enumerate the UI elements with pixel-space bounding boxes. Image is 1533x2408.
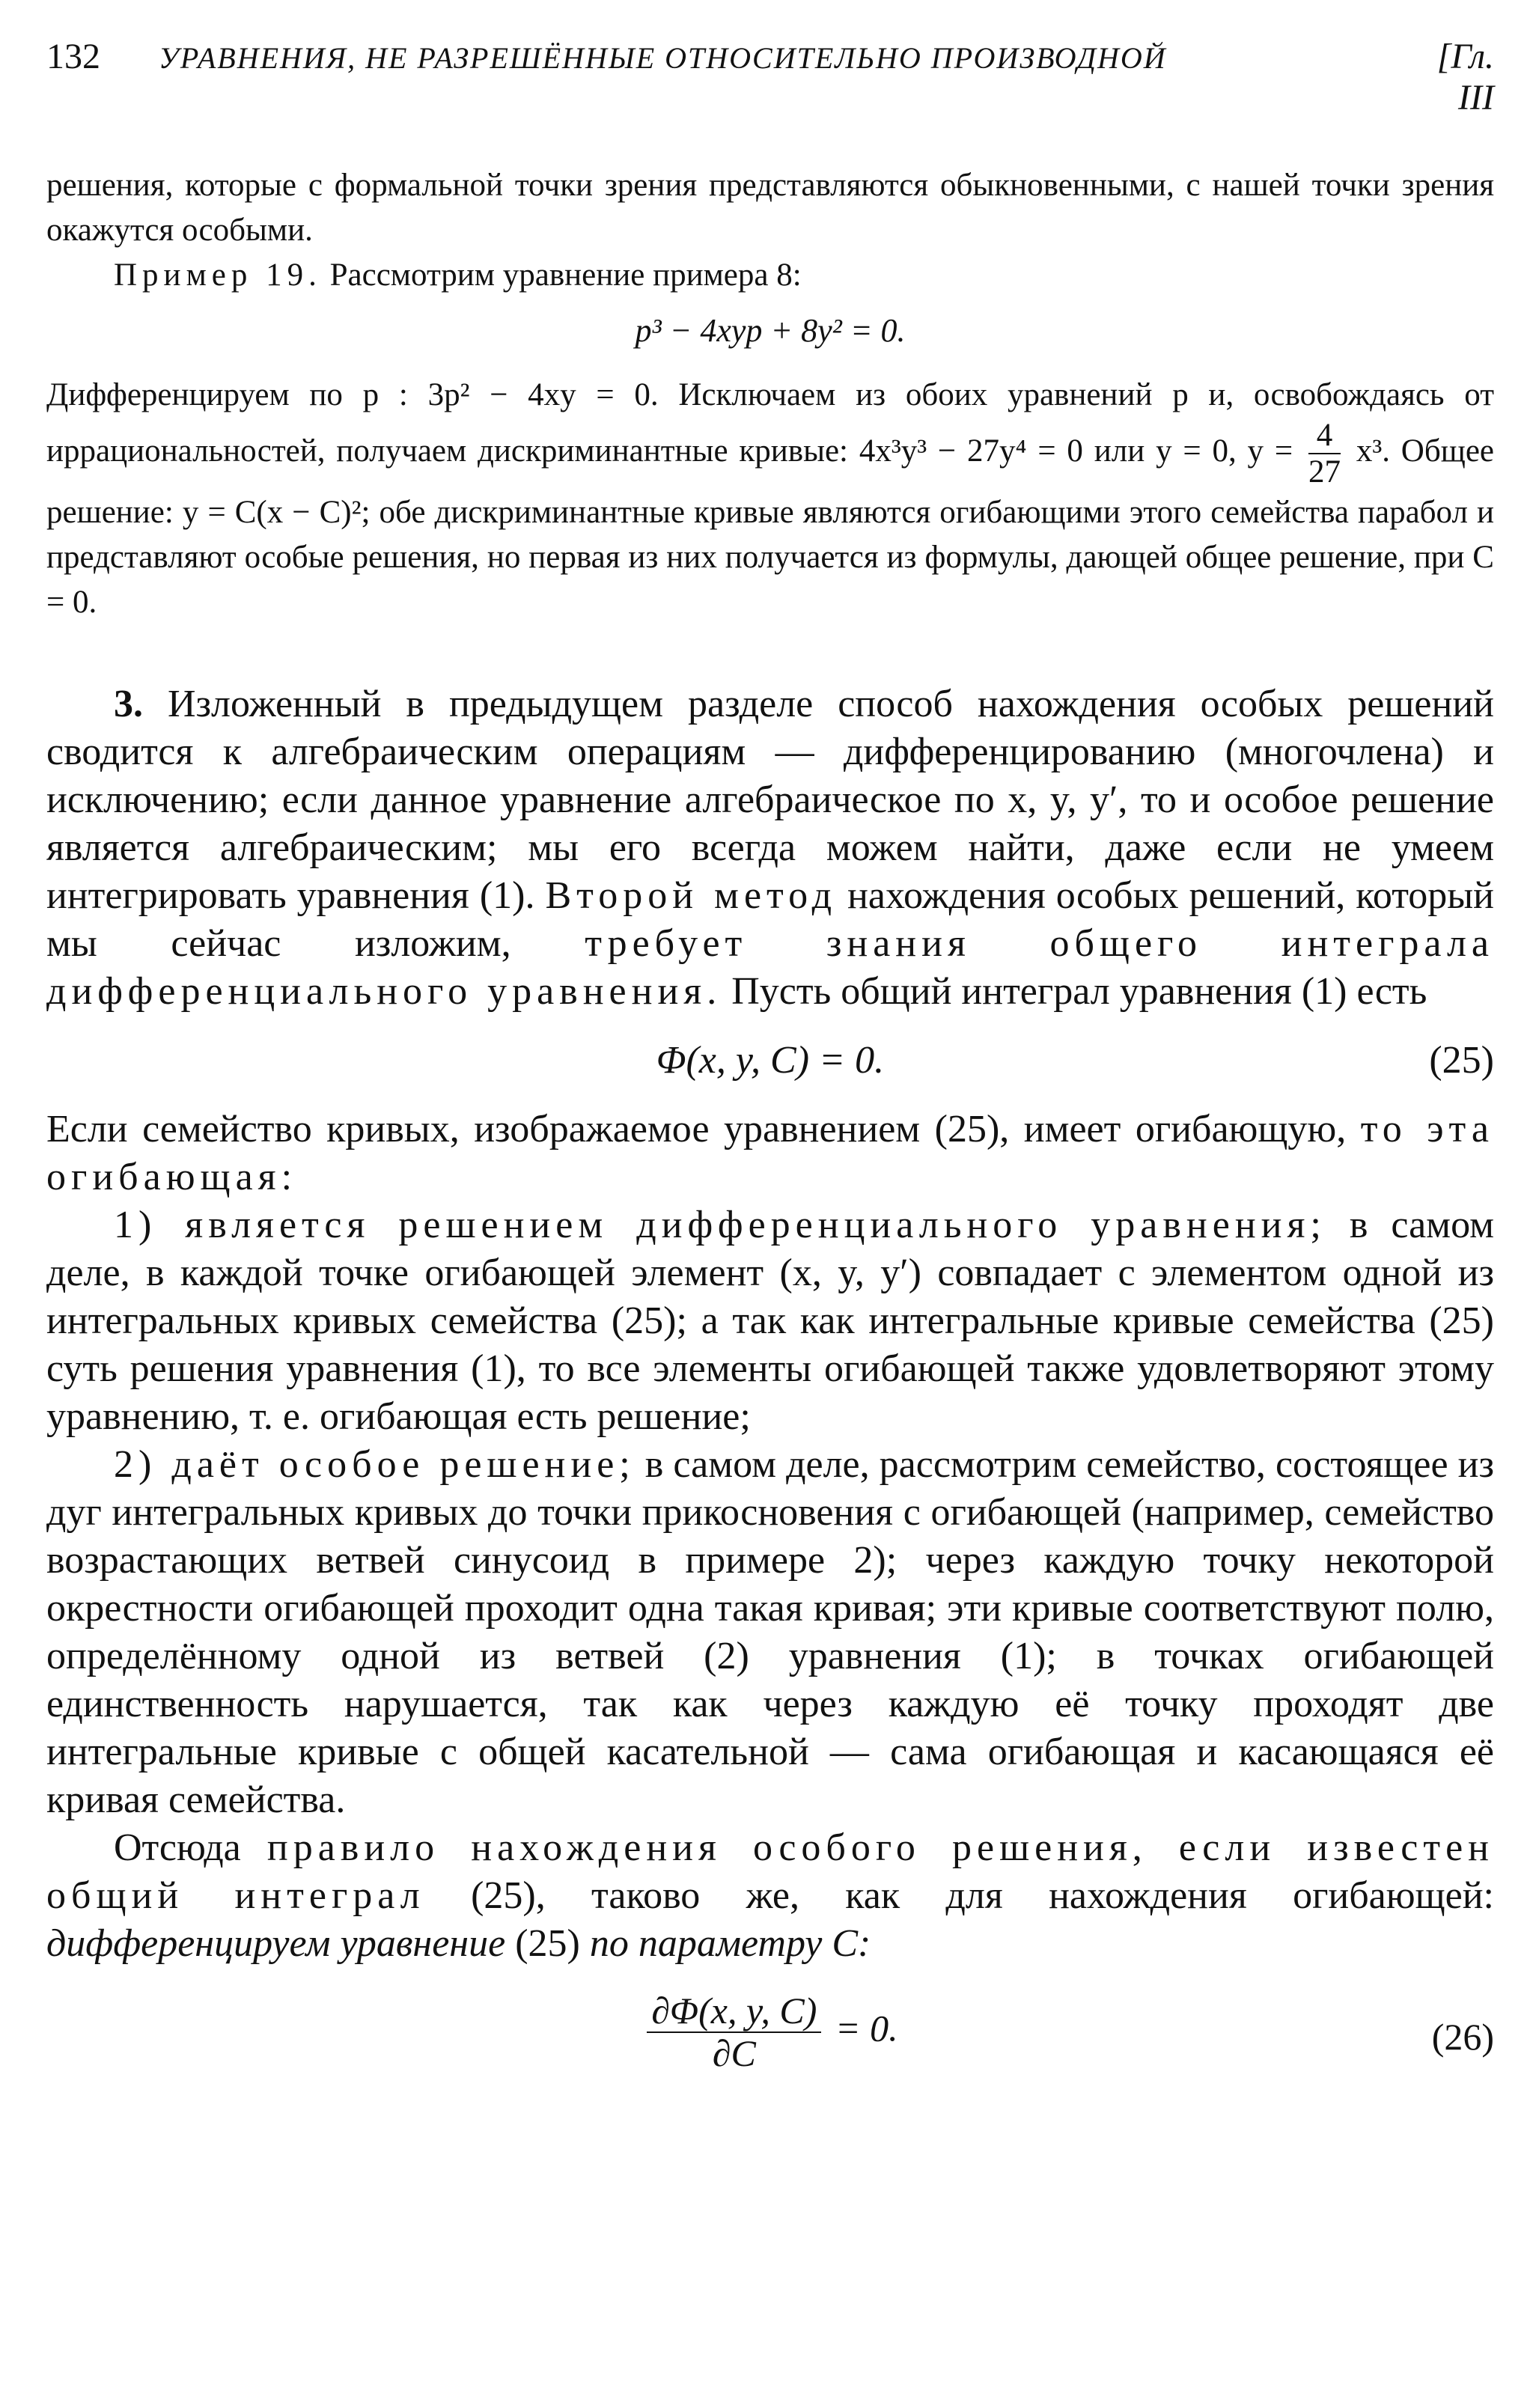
running-title: УРАВНЕНИЯ, НЕ РАЗРЕШЁННЫЕ ОТНОСИТЕЛЬНО ПРОИЗВОДНОЙ [159, 41, 1167, 75]
partial-denominator: ∂C [712, 2031, 756, 2074]
rule-text-a: Отсюда [114, 1826, 267, 1869]
item-1-spaced: 1) является решением дифференциального уравнения; [114, 1203, 1326, 1246]
section-3-spaced-b: требует знания общего интеграла дифференциального уравнения. [46, 921, 1494, 1013]
envelope-paragraph [46, 1106, 1494, 1201]
section-3-spaced-a: Второй метод [545, 874, 838, 917]
rule-italic-b: по параметру C: [589, 1921, 871, 1965]
equation-25-body: Φ(x, y, C) = 0. [656, 1038, 885, 1082]
rule-spaced: правило нахождения особого решения, если известен общий интеграл [46, 1826, 1494, 1917]
partial-numerator: ∂Φ(x, y, C) [647, 1990, 821, 2033]
item-2-spaced: 2) даёт особое решение; [114, 1442, 636, 1486]
fraction-denominator: 27 [1308, 454, 1341, 490]
rule-text-b: (25), таково же, как для нахождения огибающей: [424, 1874, 1495, 1917]
paragraph-differentiation [46, 373, 1494, 625]
envelope-spaced: то эта огибающая: [46, 1107, 1494, 1198]
equation-main: p³ − 4xyp + 8y² = 0. [635, 312, 906, 349]
equation-25 [46, 1037, 1494, 1085]
fraction-4-27 [1308, 418, 1341, 490]
example-section [46, 163, 1494, 625]
section-number: 3. [114, 682, 143, 725]
page-header [46, 36, 1494, 118]
item-1-text: в самом деле, в каждой точке огибающей элемент (x, y, y′) совпадает с элементом одной из интегральных кривых семейства (25); а так как интегральные кривые семейства (25) суть решения уравнения (1), то все элементы огибающей также удовлетворяют этому уравнению, т. е. огибающая есть решение; [46, 1203, 1495, 1438]
rule-italic-a: дифференцируем уравнение [46, 1921, 506, 1965]
equation-25-number: (25) [1429, 1038, 1494, 1082]
example-text: Рассмотрим уравнение примера 8: [321, 257, 802, 293]
paragraph-continuation: решения, которые с формальной точки зрения представляются обыкновенными, с нашей точки зрения окажутся особыми. [46, 168, 1494, 248]
list-item-1 [46, 1201, 1494, 1441]
section-3-paragraph [46, 680, 1494, 1016]
page-number: 132 [46, 37, 100, 76]
diff-text-b: x³. Общее решение: y = C(x − C)²; обе дискриминантные кривые являются огибающими этого семейства парабол и представляют особые решения, но первая из них получается из формулы, дающей общее решение, при C = 0. [46, 433, 1495, 620]
section-3-text-c: Пусть общий интеграл уравнения (1) есть [722, 969, 1427, 1013]
chapter-label: [Гл. III [1436, 37, 1494, 118]
section-3-text-b: нахождения особых решений, который мы сейчас изложим, [46, 874, 1495, 965]
example-19-intro [46, 253, 1494, 298]
diff-text-a: Дифференцируем по p : 3p² − 4xy = 0. Исключаем из обоих уравнений p и, освобождаясь от иррациональностей, получаем дискриминантные кривые: 4x³y³ − 27y⁴ = 0 или y = 0, y = [46, 377, 1494, 469]
equation-26-number: (26) [1431, 2015, 1494, 2058]
section-3 [46, 680, 1494, 2080]
fraction-numerator: 4 [1308, 418, 1341, 454]
item-2-text: в самом деле, рассмотрим семейство, состоящее из дуг интегральных кривых до точки прикосновения с огибающей (например, семейство возрастающих ветвей синусоид в примере 2); через каждую точку некоторой окрестности огибающей проходит одна такая кривая; эти кривые соответствуют полю, определённому одной из ветвей (2) уравнения (1); в точках огибающей единственность нарушается, так как через каждую её точку проходят две интегральные кривые с общей касательной — сама огибающая и касающаяся её кривая семейства. [46, 1442, 1494, 1821]
example-label: Пример 19. [114, 257, 322, 293]
partial-derivative-fraction [647, 1990, 821, 2074]
equation-26-rest: = 0. [826, 2007, 898, 2049]
section-3-text-a: Изложенный в предыдущем разделе способ нахождения особых решений сводится к алгебраическим операциям — дифференцированию (многочлена) и исключению; если данное уравнение алгебраическое по x, y, y′, то и особое решение является алгебраическим; мы его всегда можем найти, даже если не умеем интегрировать уравнения (1). [46, 682, 1494, 917]
rule-paragraph [46, 1824, 1494, 1968]
list-item-2 [46, 1441, 1494, 1824]
envelope-text: Если семейство кривых, изображаемое уравнением (25), имеет огибающую, [46, 1107, 1361, 1150]
rule-text-c: (25) [505, 1921, 590, 1965]
equation-26 [46, 1990, 1494, 2080]
